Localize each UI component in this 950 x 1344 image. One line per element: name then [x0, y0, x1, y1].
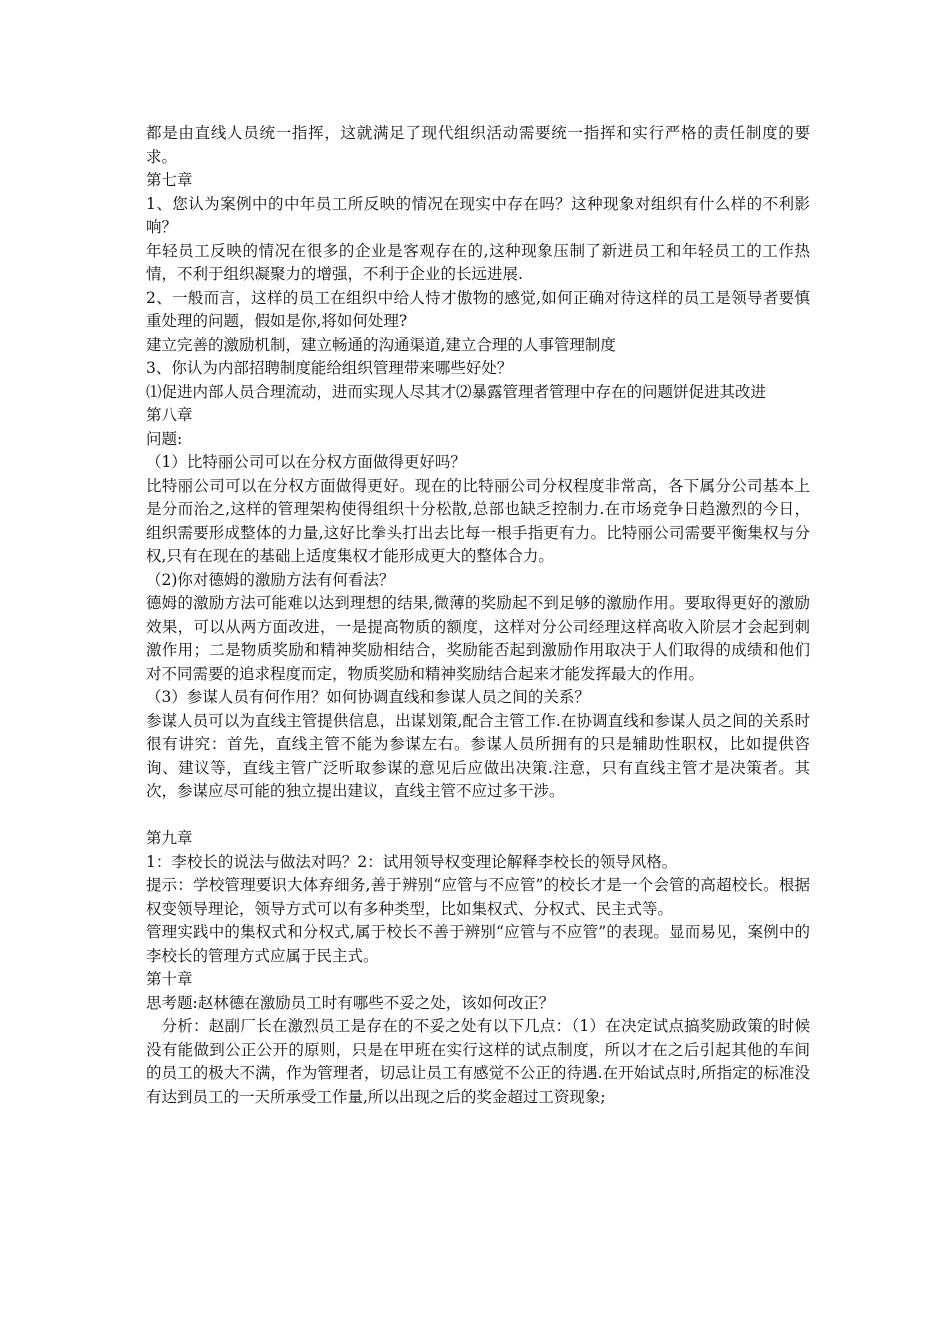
chapter-heading: 第七章: [146, 171, 193, 189]
chapter-heading: 第十章: [146, 970, 193, 988]
blank-line: [146, 804, 810, 828]
answer: 管理实践中的集权式和分权式,属于校长不善于辨别“应管与不应管”的表现。显而易见，案例中的李校长的管理方式应属于民主式。: [146, 923, 810, 965]
answer: 分析：赵副厂长在激烈员工是存在的不妥之处有以下几点：（1）在决定试点搞奖励政策的时候没有能做到公正公开的原则，只是在甲班在实行这样的试点制度，所以才在之后引起其他的车间的员工的极大不满，作为管理者，切忌让员工有感觉不公正的待遇.在开始试点时,所指定的标准没有达到员工的一天所承受工作量,所以出现之后的奖金超过工资现象;: [146, 1017, 810, 1106]
answer: 提示：学校管理要识大体弃细务,善于辨别“应管与不应管”的校长才是一个会管的高超校长。根据权变领导理论，领导方式可以有多种类型，比如集权式、分权式、民主式等。: [146, 876, 810, 918]
question: 1：李校长的说法与做法对吗？2：试用领导权变理论解释李校长的领导风格。: [146, 852, 678, 871]
chapter-heading: 第九章: [146, 829, 193, 847]
answer: 年轻员工反映的情况在很多的企业是客观存在的,这种现象压制了新进员工和年轻员工的工作热情，不利于组织凝聚力的增强，不利于企业的长远进展.: [146, 241, 810, 283]
question: （1）比特丽公司可以在分权方面做得更好吗？: [146, 453, 466, 471]
answer: 德姆的激励方法可能难以达到理想的结果,微薄的奖励起不到足够的激励作用。要取得更好的激励效果，可以从两方面改进，一是提高物质的额度，这样对分公司经理这样高收入阶层才会起到刺激作用；二是物质奖励和精神奖励相结合，奖励能否起到激励作用取决于人们取得的成绩和他们对不同需要的追求程度而定，物质奖励和精神奖励结合起来才能发挥最大的作用。: [146, 594, 810, 683]
answer: 比特丽公司可以在分权方面做得更好。现在的比特丽公司分权程度非常高，各下属分公司基本上是分而治之,这样的管理架构使得组织十分松散,总部也缺乏控制力.在市场竞争日趋激烈的今日，组织需要形成整体的力量,这好比拳头打出去比每一根手指更有力。比特丽公司需要平衡集权与分权,只有在现在的基础上适度集权才能形成更大的整体合力。: [146, 476, 810, 565]
section-label: 问题:: [146, 429, 183, 448]
question: 2、一般而言，这样的员工在组织中给人恃才傲物的感觉,如何正确对待这样的员工是领导者要慎重处理的问题，假如是你,将如何处理?: [146, 288, 810, 330]
paragraph: 都是由直线人员统一指挥，这就满足了现代组织活动需要统一指挥和实行严格的责任制度的要求。: [146, 124, 810, 166]
question: 3、你认为内部招聘制度能给组织管理带来哪些好处？: [146, 359, 513, 377]
answer: 建立完善的激励机制，建立畅通的沟通渠道,建立合理的人事管理制度: [146, 335, 616, 354]
document-body: [146, 122, 810, 1109]
question: （3）参谋人员有何作用？如何协调直线和参谋人员之间的关系？: [146, 688, 590, 706]
question: （2)你对德姆的激励方法有何看法？: [146, 570, 395, 589]
answer: 参谋人员可以为直线主管提供信息，出谋划策,配合主管工作.在协调直线和参谋人员之间的关系时很有讲究：首先，直线主管不能为参谋左右。参谋人员所拥有的只是辅助性职权，比如提供咨询、建议等，直线主管广泛听取参谋的意见后应做出决策.注意，只有直线主管才是决策者。其次，参谋应尽可能的独立提出建议，直线主管不应过多干涉。: [146, 711, 810, 800]
question: 1、您认为案例中的中年员工所反映的情况在现实中存在吗？这种现象对组织有什么样的不利影响？: [146, 194, 810, 236]
question: 思考题:赵林德在激励员工时有哪些不妥之处，该如何改正？: [146, 993, 555, 1012]
answer: ⑴促进内部人员合理流动，进而实现人尽其才⑵暴露管理者管理中存在的问题饼促进其改进: [146, 382, 767, 401]
chapter-heading: 第八章: [146, 406, 193, 424]
